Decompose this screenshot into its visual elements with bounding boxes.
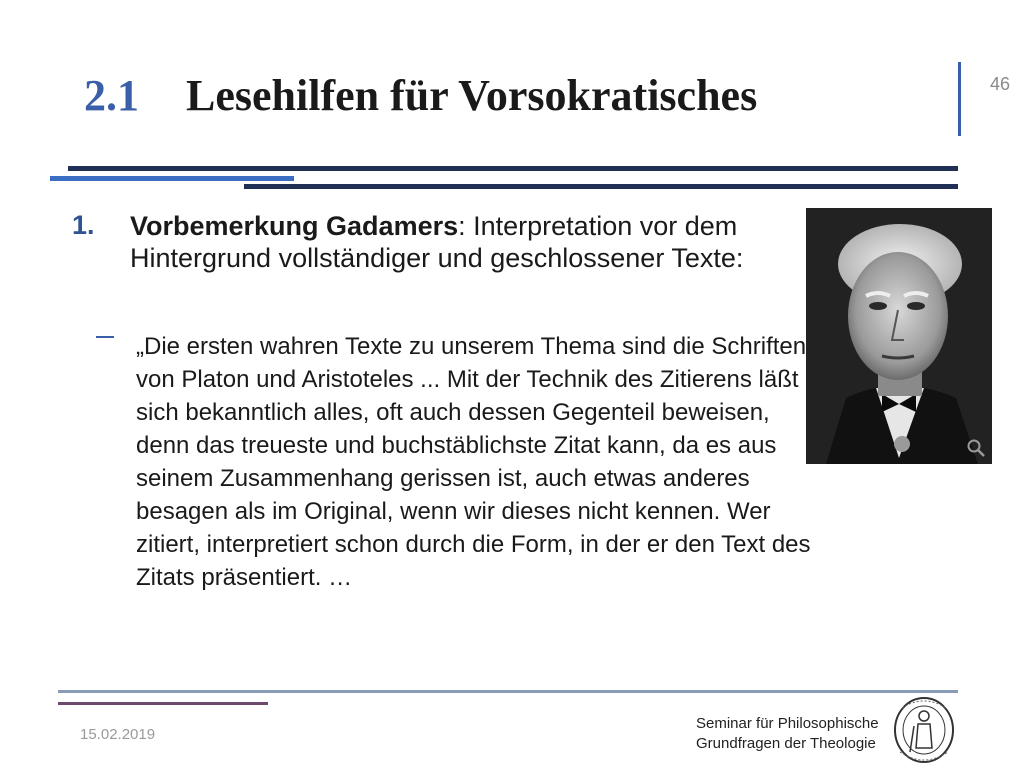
list-number: 1. <box>72 210 95 240</box>
footer-institution <box>696 714 879 754</box>
footer-date: 15.02.2019 <box>80 726 156 743</box>
slide-title: Lesehilfen für Vorsokratisches <box>186 71 758 120</box>
header-rule-accent <box>50 176 294 181</box>
slide-number: 46 <box>990 74 1011 94</box>
university-seal-icon <box>892 696 956 764</box>
title-number: 2.1 <box>84 71 139 120</box>
quote-text: „Die ersten wahren Texte zu unserem Thema sind die Schriften von Platon und Aristoteles ... Mit der Technik des Zitierens läßt sich bekanntlich alles, oft auch dessen Gegenteil beweisen, denn das treueste und buchstäblichste Zitat kann, da es aus seinem Zusammenhang gerissen ist, auch etwas anderes besagen als im Original, wenn wir dieses nicht kennen. Wer zitiert, interpretiert schon durch die Form, in der er den Text des Zitats präsentiert. … <box>136 333 811 591</box>
footer-rule-accent <box>58 702 268 705</box>
sub-bullet-dash <box>96 336 114 338</box>
footer-rule <box>58 690 958 693</box>
header-rule-top <box>68 166 958 171</box>
list-item-text <box>130 210 790 274</box>
list-item-heading: Vorbemerkung Gadamers <box>130 211 459 241</box>
header-rule-bottom <box>244 184 958 189</box>
magnifier-icon[interactable] <box>966 438 986 458</box>
institution-line-1: Seminar für Philosophische <box>696 715 879 732</box>
institution-line-2: Grundfragen der Theologie <box>696 735 876 752</box>
portrait-photo <box>806 208 992 464</box>
title-divider <box>958 62 961 136</box>
portrait-illustration <box>806 208 992 464</box>
list-item-body: : Interpretation vor dem Hintergrund vollständiger und geschlossener Texte: <box>130 211 744 273</box>
